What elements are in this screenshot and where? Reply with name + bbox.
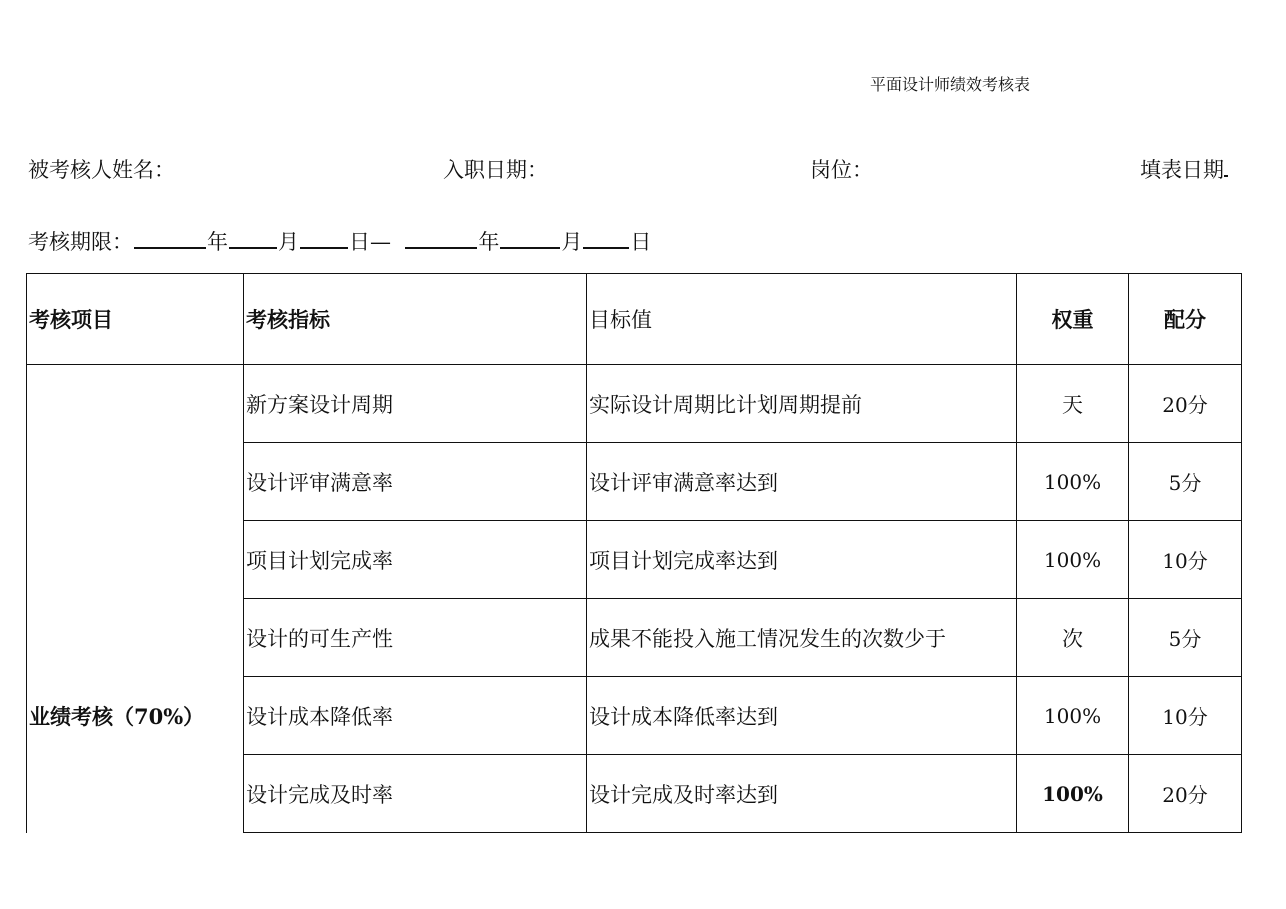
score-cell: 10分 xyxy=(1129,677,1242,755)
start-year-unit: 年 xyxy=(207,230,228,254)
indicator-cell: 设计完成及时率 xyxy=(244,755,587,833)
end-year-blank[interactable] xyxy=(405,229,477,249)
period-line xyxy=(28,226,651,256)
target-cell: 项目计划完成率达到 xyxy=(587,521,1017,599)
header-score: 配分 xyxy=(1129,274,1242,365)
header-weight: 权重 xyxy=(1017,274,1129,365)
score-cell: 20分 xyxy=(1129,755,1242,833)
assessment-table xyxy=(26,273,1242,833)
start-month-blank[interactable] xyxy=(229,229,277,249)
table-header-row xyxy=(27,274,1242,365)
indicator-cell: 项目计划完成率 xyxy=(244,521,587,599)
score-cell: 10分 xyxy=(1129,521,1242,599)
start-year-blank[interactable] xyxy=(134,229,206,249)
header-target: 目标值 xyxy=(587,274,1017,365)
weight-cell: 天 xyxy=(1017,365,1129,443)
score-cell: 20分 xyxy=(1129,365,1242,443)
start-day-unit: 日— xyxy=(349,230,391,254)
end-day-unit: 日 xyxy=(630,230,652,254)
indicator-cell: 新方案设计周期 xyxy=(244,365,587,443)
position-label: 岗位： xyxy=(810,158,873,182)
end-day-blank[interactable] xyxy=(583,229,629,249)
weight-cell: 100% xyxy=(1017,677,1129,755)
indicator-cell: 设计评审满意率 xyxy=(244,443,587,521)
period-label: 考核期限： xyxy=(28,230,133,254)
score-cell: 5分 xyxy=(1129,443,1242,521)
category-cell: 业绩考核（70%） xyxy=(27,365,244,833)
document-title: 平面设计师绩效考核表 xyxy=(870,75,1031,94)
weight-cell: 100% xyxy=(1017,755,1129,833)
fill-date-label xyxy=(1140,154,1228,184)
start-month-unit: 月 xyxy=(278,230,299,254)
score-cell: 5分 xyxy=(1129,599,1242,677)
fill-date-text: 填表日期 xyxy=(1140,158,1224,182)
weight-cell: 100% xyxy=(1017,443,1129,521)
weight-cell: 次 xyxy=(1017,599,1129,677)
weight-cell: 100% xyxy=(1017,521,1129,599)
end-month-blank[interactable] xyxy=(500,229,560,249)
target-cell: 设计成本降低率达到 xyxy=(587,677,1017,755)
indicator-cell: 设计的可生产性 xyxy=(244,599,587,677)
end-month-unit: 月 xyxy=(561,230,583,254)
target-cell: 设计评审满意率达到 xyxy=(587,443,1017,521)
header-item: 考核项目 xyxy=(27,274,244,365)
name-label: 被考核人姓名： xyxy=(28,158,175,182)
end-year-unit: 年 xyxy=(478,230,500,254)
target-cell: 实际设计周期比计划周期提前 xyxy=(587,365,1017,443)
indicator-cell: 设计成本降低率 xyxy=(244,677,587,755)
start-day-blank[interactable] xyxy=(300,229,348,249)
table-row xyxy=(27,365,1242,443)
target-cell: 设计完成及时率达到 xyxy=(587,755,1017,833)
target-cell: 成果不能投入施工情况发生的次数少于 xyxy=(587,599,1017,677)
join-date-label: 入职日期： xyxy=(443,158,548,182)
header-indicator: 考核指标 xyxy=(244,274,587,365)
